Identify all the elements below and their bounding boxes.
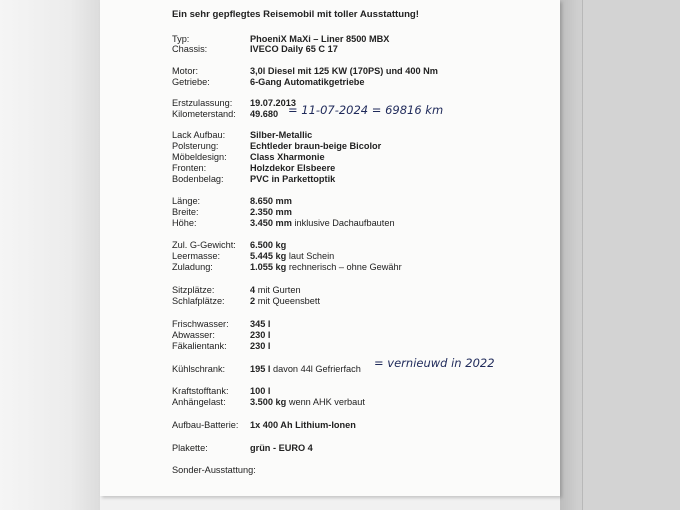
value-lack: Silber-Metallic xyxy=(250,130,313,140)
label-moebeldesign: Möbeldesign: xyxy=(172,152,227,162)
label-faekalientank: Fäkalientank: xyxy=(172,341,227,351)
label-kraftstofftank: Kraftstofftank: xyxy=(172,386,229,396)
value-sitzplaetze: 4 mit Gurten xyxy=(250,285,301,295)
label-frischwasser: Frischwasser: xyxy=(172,319,229,329)
label-chassis: Chassis: xyxy=(172,44,208,54)
label-erstzulassung: Erstzulassung: xyxy=(172,98,233,108)
value-faekalientank: 230 l xyxy=(250,341,271,351)
value-laenge: 8.650 mm xyxy=(250,196,292,206)
background-right xyxy=(560,0,680,510)
value-kuehlschrank: 195 l davon 44l Gefrierfach xyxy=(250,364,361,374)
document-title: Ein sehr gepflegtes Reisemobil mit toller Ausstattung! xyxy=(172,9,419,20)
label-zul-gewicht: Zul. G-Gewicht: xyxy=(172,240,236,250)
value-chassis: IVECO Daily 65 C 17 xyxy=(250,44,338,54)
label-typ: Typ: xyxy=(172,34,190,44)
label-lack: Lack Aufbau: xyxy=(172,130,226,140)
label-kuehlschrank: Kühlschrank: xyxy=(172,364,226,374)
value-abwasser: 230 l xyxy=(250,330,271,340)
label-plakette: Plakette: xyxy=(172,443,208,453)
label-anhaengelast: Anhängelast: xyxy=(172,397,226,407)
value-bodenbelag: PVC in Parkettoptik xyxy=(250,174,336,184)
handwritten-fridge-note: = vernieuwd in 2022 xyxy=(374,356,495,370)
label-laenge: Länge: xyxy=(172,196,201,206)
label-hoehe: Höhe: xyxy=(172,218,197,228)
value-hoehe: 3.450 mm inklusive Dachaufbauten xyxy=(250,218,395,228)
label-getriebe: Getriebe: xyxy=(172,77,210,87)
value-breite: 2.350 mm xyxy=(250,207,292,217)
label-leermasse: Leermasse: xyxy=(172,251,221,261)
background-left xyxy=(0,0,100,510)
value-kraftstofftank: 100 l xyxy=(250,386,271,396)
value-anhaengelast: 3.500 kg wenn AHK verbaut xyxy=(250,397,365,407)
value-getriebe: 6-Gang Automatikgetriebe xyxy=(250,77,365,87)
value-frischwasser: 345 l xyxy=(250,319,271,329)
value-plakette: grün - EURO 4 xyxy=(250,443,313,453)
value-erstzulassung: 19.07.2013 xyxy=(250,98,296,108)
handwritten-km-note: = 11-07-2024 = 69816 km xyxy=(288,103,444,117)
label-aufbau-batterie: Aufbau-Batterie: xyxy=(172,420,239,430)
label-sitzplaetze: Sitzplätze: xyxy=(172,285,215,295)
value-kilometerstand: 49.680 xyxy=(250,109,279,119)
value-motor: 3,0l Diesel mit 125 KW (170PS) und 400 Nm xyxy=(250,66,438,76)
label-fronten: Fronten: xyxy=(172,163,207,173)
label-kilometerstand: Kilometerstand: xyxy=(172,109,236,119)
label-zuladung: Zuladung: xyxy=(172,262,213,272)
value-aufbau-batterie: 1x 400 Ah Lithium-Ionen xyxy=(250,420,356,430)
label-motor: Motor: xyxy=(172,66,199,76)
spec-sheet xyxy=(100,0,560,496)
value-moebeldesign: Class Xharmonie xyxy=(250,152,325,162)
label-polsterung: Polsterung: xyxy=(172,141,219,151)
value-zul-gewicht: 6.500 kg xyxy=(250,240,287,250)
label-abwasser: Abwasser: xyxy=(172,330,215,340)
label-schlafplaetze: Schlafplätze: xyxy=(172,296,225,306)
value-typ: PhoeniX MaXi – Liner 8500 MBX xyxy=(250,34,390,44)
value-fronten: Holzdekor Elsbeere xyxy=(250,163,336,173)
value-polsterung: Echtleder braun-beige Bicolor xyxy=(250,141,382,151)
label-sonder-ausstattung: Sonder-Ausstattung: xyxy=(172,465,256,475)
label-bodenbelag: Bodenbelag: xyxy=(172,174,224,184)
value-schlafplaetze: 2 mit Queensbett xyxy=(250,296,320,306)
value-leermasse: 5.445 kg laut Schein xyxy=(250,251,335,261)
value-zuladung: 1.055 kg rechnerisch – ohne Gewähr xyxy=(250,262,402,272)
label-breite: Breite: xyxy=(172,207,199,217)
